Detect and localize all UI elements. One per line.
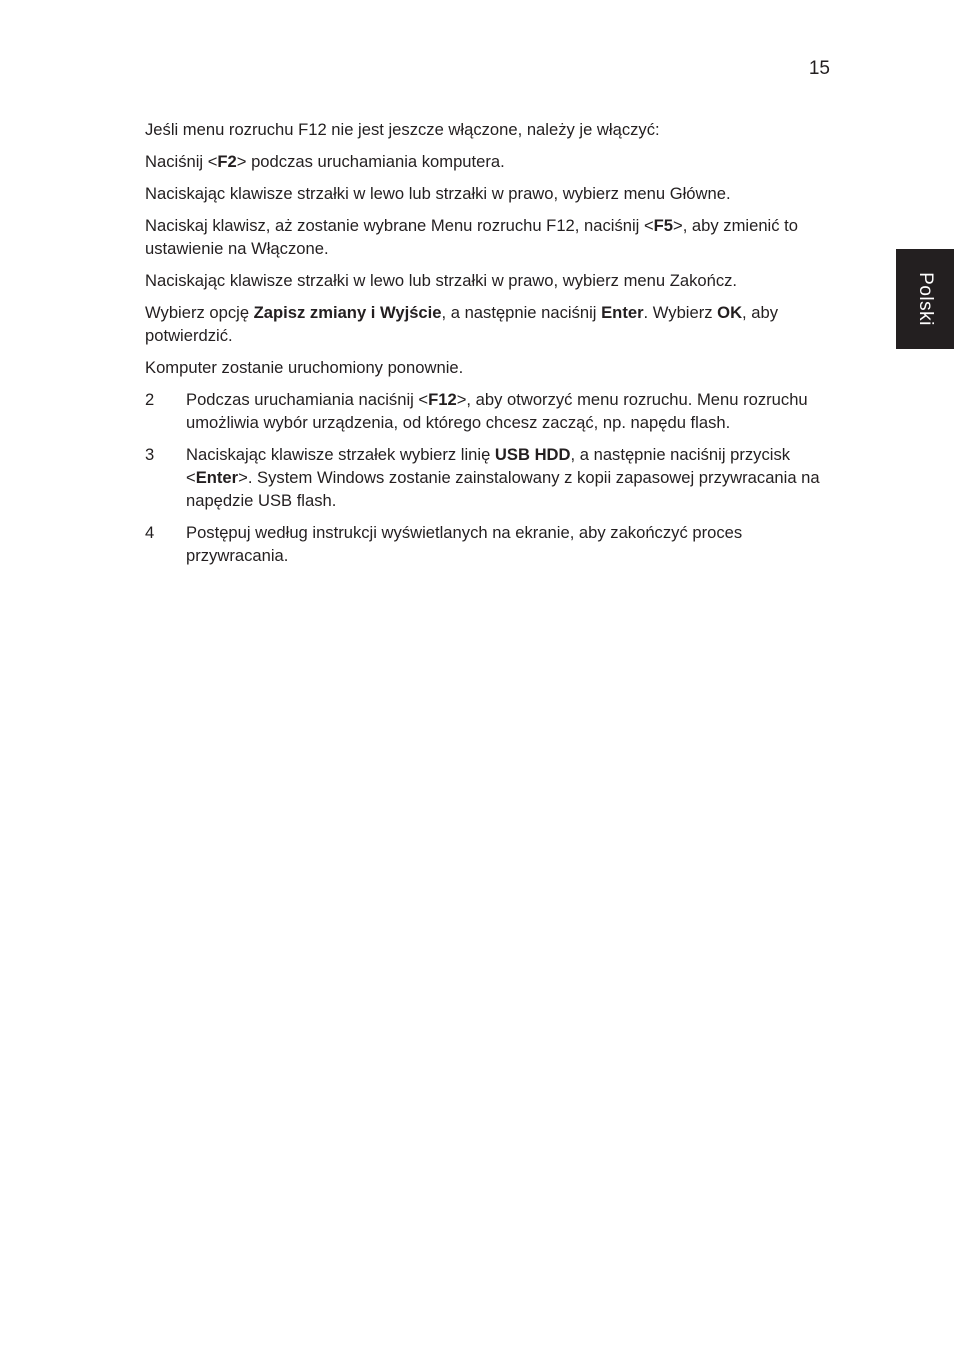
step-text: Podczas uruchamiania naciśnij <F12>, aby otworzyć menu rozruchu. Menu rozruchu umożliwia wybór urządzenia, od którego chcesz zacząć, np. napędu flash.	[186, 390, 808, 432]
step-number: 3	[145, 445, 155, 464]
list-item	[145, 521, 830, 567]
document-body	[145, 118, 830, 576]
paragraph: Komputer zostanie uruchomiony ponownie.	[145, 358, 464, 377]
paragraph: Jeśli menu rozruchu F12 nie jest jeszcze włączone, należy je włączyć:	[145, 120, 660, 139]
steps-list	[145, 388, 830, 567]
step-text: Naciskając klawisze strzałek wybierz linię USB HDD, a następnie naciśnij przycisk <Enter>. System Windows zostanie zainstalowany z kopii zapasowej przywracania na napędzie USB flash.	[186, 445, 820, 510]
list-item	[145, 388, 830, 434]
paragraph: Wybierz opcję Zapisz zmiany i Wyjście, a następnie naciśnij Enter. Wybierz OK, aby potwierdzić.	[145, 303, 779, 345]
step-number: 4	[145, 523, 155, 542]
paragraph: Naciśnij <F2> podczas uruchamiania komputera.	[145, 152, 505, 171]
paragraph: Naciskając klawisze strzałki w lewo lub strzałki w prawo, wybierz menu Zakończ.	[145, 271, 738, 290]
language-tab-label: Polski	[915, 272, 936, 326]
list-item	[145, 443, 830, 512]
paragraph: Naciskając klawisze strzałki w lewo lub strzałki w prawo, wybierz menu Główne.	[145, 184, 731, 203]
paragraph: Naciskaj klawisz, aż zostanie wybrane Menu rozruchu F12, naciśnij <F5>, aby zmienić to ustawienie na Włączone.	[145, 216, 798, 258]
step-text: Postępuj według instrukcji wyświetlanych na ekranie, aby zakończyć proces przywracania.	[186, 523, 743, 565]
step-number: 2	[145, 390, 155, 409]
language-tab	[896, 249, 954, 349]
page-number: 15	[808, 58, 830, 79]
